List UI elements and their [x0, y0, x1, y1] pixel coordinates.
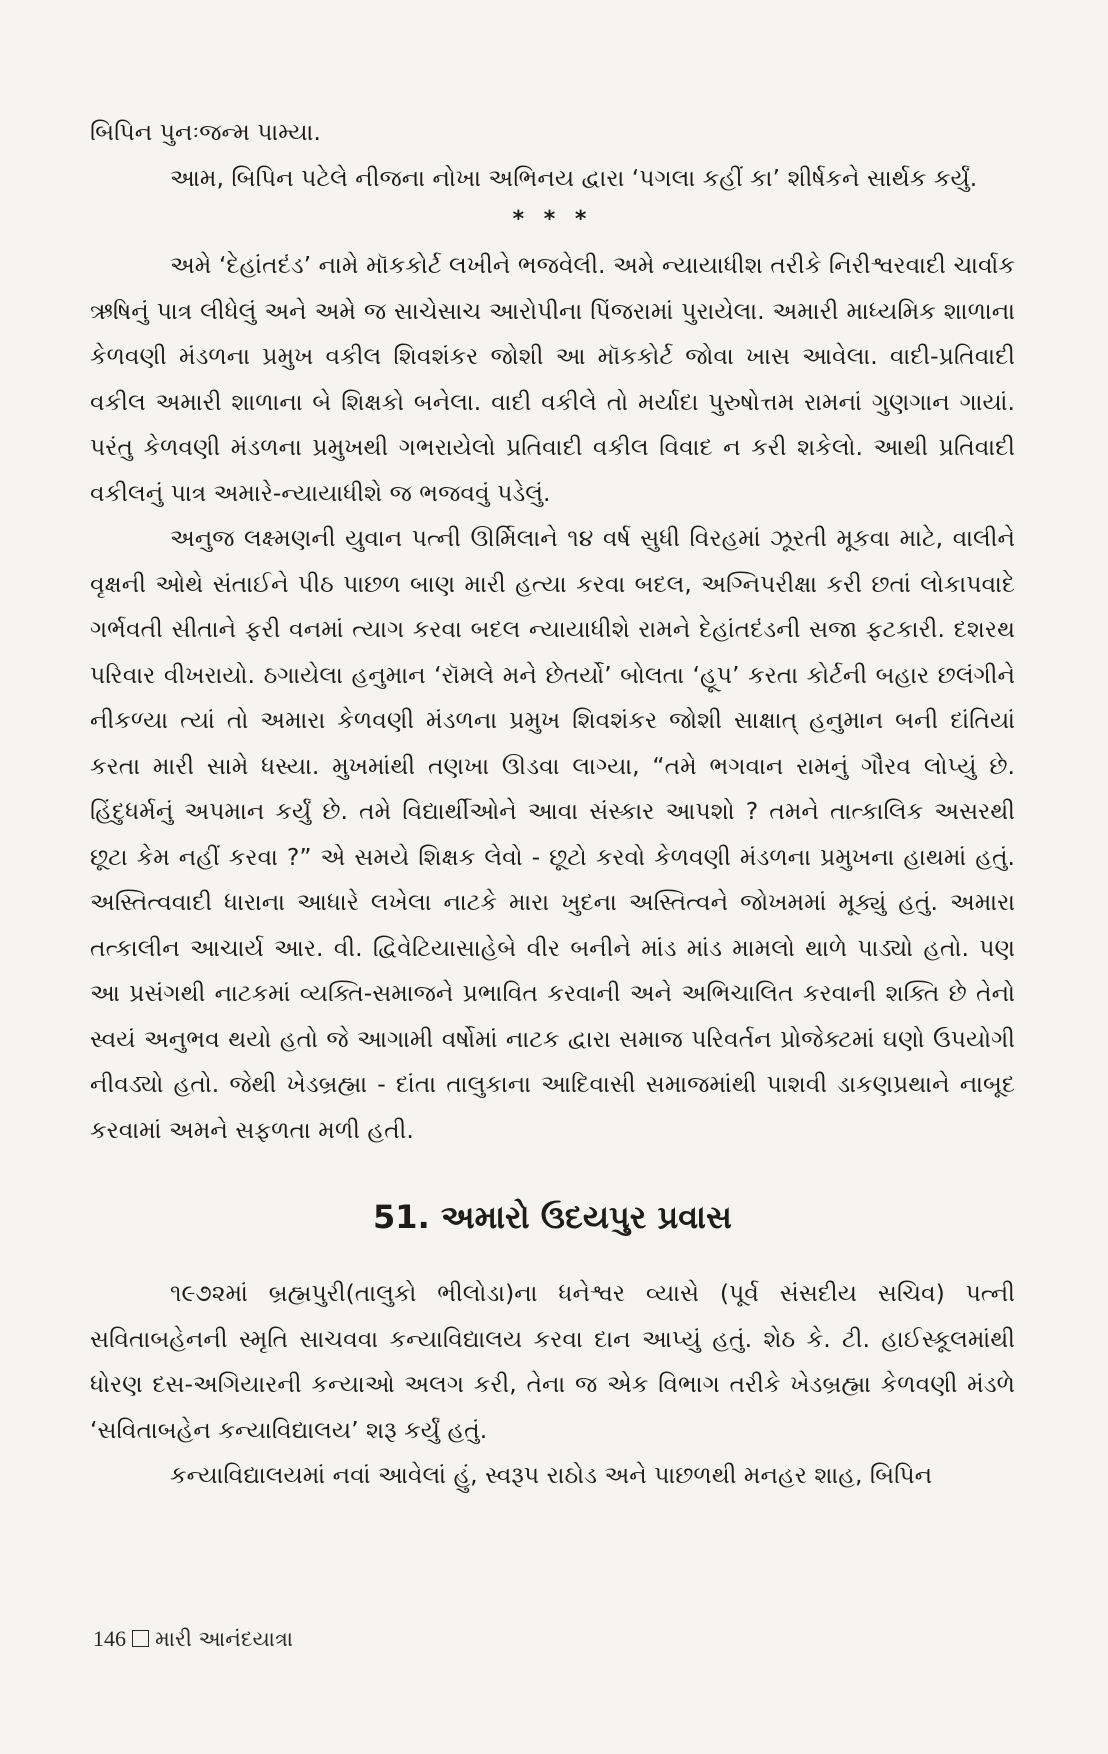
paragraph-verdict: અનુજ લક્ષ્મણની યુવાન પત્ની ઊર્મિલાને ૧૪ વર્ષ સુધી વિરહમાં ઝૂરતી મૂકવા માટે, વાલીને વૃક્ષની ઓથે સંતાઈને પીઠ પાછળ બાણ મારી હત્યા કરવા બદલ, અગ્નિપરીક્ષા કરી છતાં લોકાપવાદે ગર્ભવતી સીતાને ફરી વનમાં ત્યાગ કરવા બદલ ન્યાયાધીશે રામને દેહાંતદંડની સજા ફટકારી. દશરથ પરિવાર વીખરાયો. ઠગાયેલા હનુમાન ‘રૉમલે મને છેતર્યો’ બોલતા ‘હૂપ’ કરતા કોર્ટની બહાર છલંગીને નીકળ્યા ત્યાં તો અમારા કેળવણી મંડળના પ્રમુખ શિવશંકર જોશી સાક્ષાત્ હનુમાન બની દાંતિયાં કરતા મારી સામે ધસ્યા. મુખમાંથી તણખા ઊડવા લાગ્યા, “તમે ભગવાન રામનું ગૌરવ લોપ્યું છે. હિંદુધર્મનું અપમાન કર્યું છે. તમે વિદ્યાર્થીઓને આવા સંસ્કાર આપશો ? તમને તાત્કાલિક અસરથી છૂટા કેમ નહીં કરવા ?” એ સમયે શિક્ષક લેવો - છૂટો કરવો કેળવણી મંડળના પ્રમુખના હાથમાં હતું. અસ્તિત્વવાદી ધારાના આધારે લખેલા નાટકે મારા ખુદના અસ્તિત્વને જોખમમાં મૂક્યું હતું. અમારા તત્કાલીન આચાર્ય આર. વી. દ્વિવેટિયાસાહેબે વીર બનીને માંડ માંડ મામલો થાળે પાડ્યો હતો. પણ આ પ્રસંગથી નાટકમાં વ્યક્તિ-સમાજને પ્રભાવિત કરવાની અને અભિચાલિત કરવાની શક્તિ છે તેનો સ્વયં અનુભવ થયો હતો જે આગામી વર્ષોમાં નાટક દ્વારા સમાજ પરિવર્તન પ્રોજેક્ટમાં ઘણો ઉપયોગી નીવડ્યો હતો. જેથી ખેડબ્રહ્મા - દાંતા તાલુકાના આદિવાસી સમાજમાંથી પાશવી ડાકણપ્રથાને નાબૂદ કરવામાં અમને સફળતા મળી હતી.: [90, 524, 1015, 1144]
page-number: 146: [93, 1626, 126, 1651]
page-footer: [93, 1626, 293, 1652]
paragraph-continuation: બિપિન પુનઃજન્મ પામ્યા.: [90, 118, 321, 146]
paragraph-conclusion: આમ, બિપિન પટેલે નીજના નોખા અભિનય દ્વારા ‘પગલા કહીં કા’ શીર્ષકને સાર્થક કર્યું.: [170, 163, 978, 192]
section-separator: * * *: [512, 207, 593, 232]
book-title: મારી આનંદયાત્રા: [155, 1627, 294, 1651]
paragraph-mock-court: અમે ‘દેહાંતદંડ’ નામે મૉકકોર્ટ લખીને ભજવેલી. અમે ન્યાયાધીશ તરીકે નિરીશ્વરવાદી ચાર્વાક ઋષિનું પાત્ર લીધેલું અને અમે જ સાચેસાચ આરોપીના પિંજરામાં પુરાયેલા. અમારી માધ્યમિક શાળાના કેળવણી મંડળના પ્રમુખ વકીલ શિવશંકર જોશી આ મૉકકોર્ટ જોવા ખાસ આવેલા. વાદી-પ્રતિવાદી વકીલ અમારી શાળાના બે શિક્ષકો બનેલા. વાદી વકીલે તો મર્યાદા પુરુષોત્તમ રામનાં ગુણગાન ગાયાં. પરંતુ કેળવણી મંડળના પ્રમુખથી ગભરાયેલો પ્રતિવાદી વકીલ વિવાદ ન કરી શકેલો. આથી પ્રતિવાદી વકીલનું પાત્ર અમારે-ન્યાયાધીશે જ ભજવવું પડેલું.: [90, 251, 1015, 507]
paragraph-school-donation: ૧૯૭૨માં બ્રહ્મપુરી(તાલુકો ભીલોડા)ના ધનેશ્વર વ્યાસે (પૂર્વ સંસદીય સચિવ) પત્ની સવિતાબહેનની સ્મૃતિ સાચવવા કન્યાવિદ્યાલય કરવા દાન આપ્યું હતું. શેઠ કે. ટી. હાઈસ્કૂલમાંથી ધોરણ દસ-અગિયારની કન્યાઓ અલગ કરી, તેના જ એક વિભાગ તરીકે ખેડબ્રહ્મા કેળવણી મંડળે ‘સવિતાબહેન કન્યાવિદ્યાલય’ શરૂ કર્યું હતું.: [90, 1279, 1015, 1444]
page-body: [90, 110, 1015, 1499]
square-separator-icon: [132, 1630, 149, 1647]
chapter-heading: 51. અમારો ઉદયપુર પ્રવાસ: [373, 1198, 732, 1236]
paragraph-new-teachers: કન્યાવિદ્યાલયમાં નવાં આવેલાં હું, સ્વરૂપ રાઠોડ અને પાછળથી મનહર શાહ, બિપિન: [170, 1461, 933, 1489]
